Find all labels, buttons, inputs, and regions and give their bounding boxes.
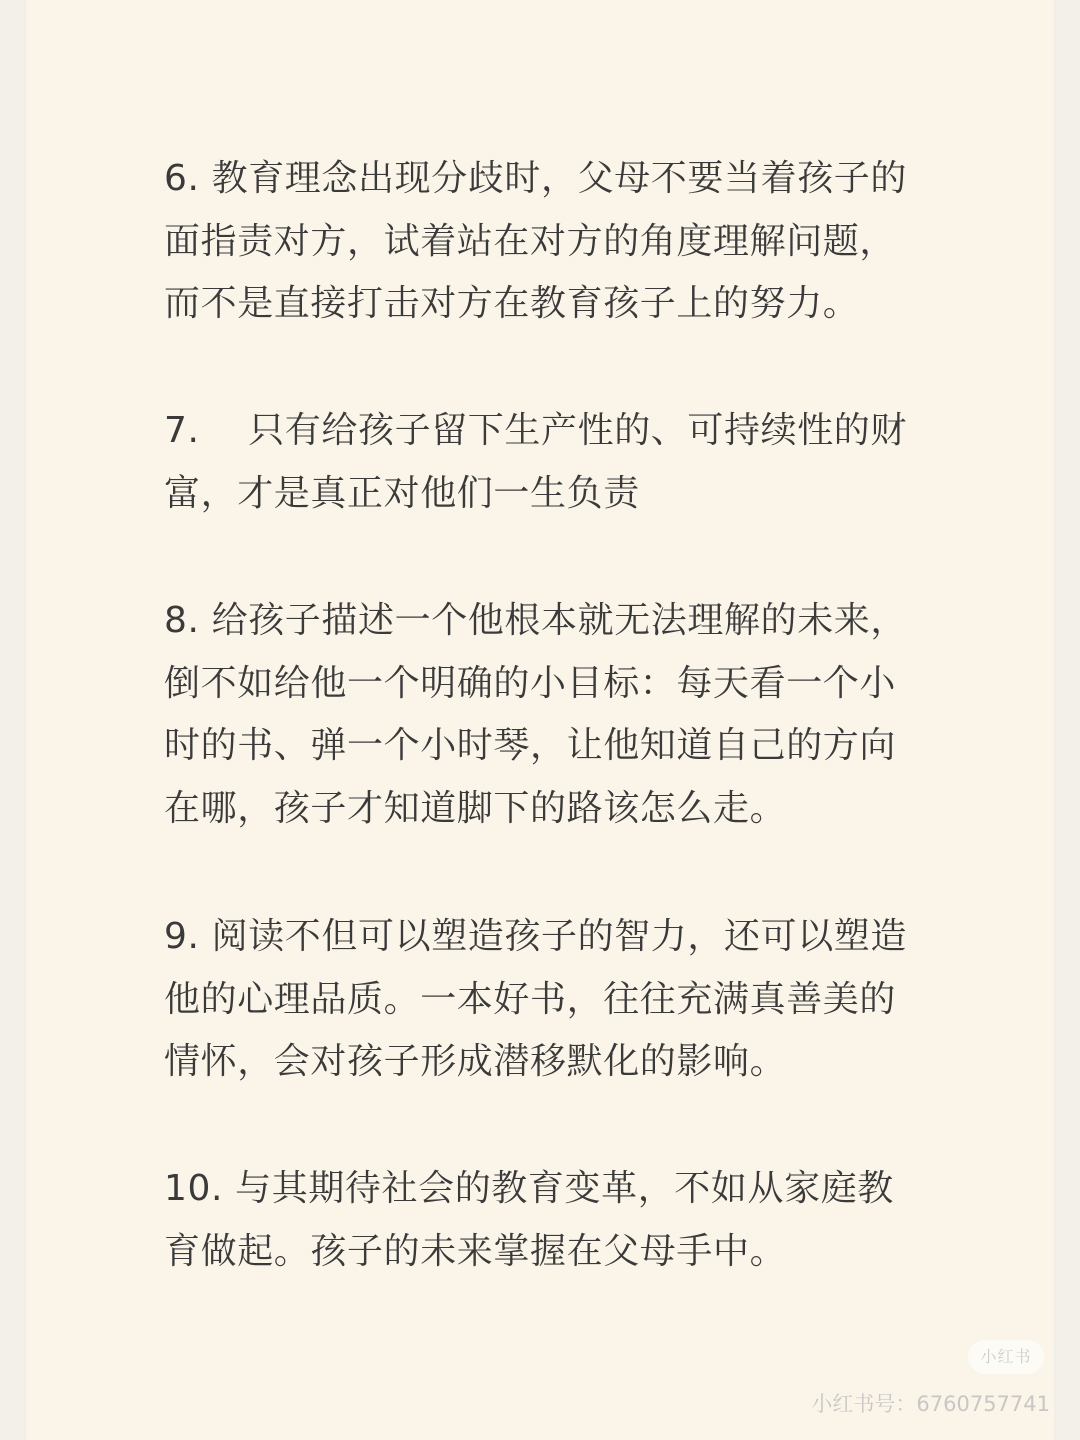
paragraph-7: 7. 只有给孩子留下生产性的、可持续性的财富，才是真正对他们一生负责 [164,410,907,514]
paragraph-6: 6. 教育理念出现分歧时，父母不要当着孩子的面指责对方，试着站在对方的角度理解问题，而不是直接打击对方在教育孩子上的努力。 [164,158,907,324]
watermark-logo: 小红书 [968,1340,1044,1374]
paragraph-9: 9. 阅读不但可以塑造孩子的智力，还可以塑造他的心理品质。一本好书，往往充满真善美的情怀，会对孩子形成潜移默化的影响。 [164,916,907,1082]
watermark-id: 小红书号：6760757741 [811,1392,1050,1416]
paragraph-8: 8. 给孩子描述一个他根本就无法理解的未来，倒不如给他一个明确的小目标：每天看一个小时的书、弹一个小时琴，让他知道自己的方向在哪，孩子才知道脚下的路该怎么走。 [164,600,907,829]
paragraph-10: 10. 与其期待社会的教育变革，不如从家庭教育做起。孩子的未来掌握在父母手中。 [164,1168,894,1272]
